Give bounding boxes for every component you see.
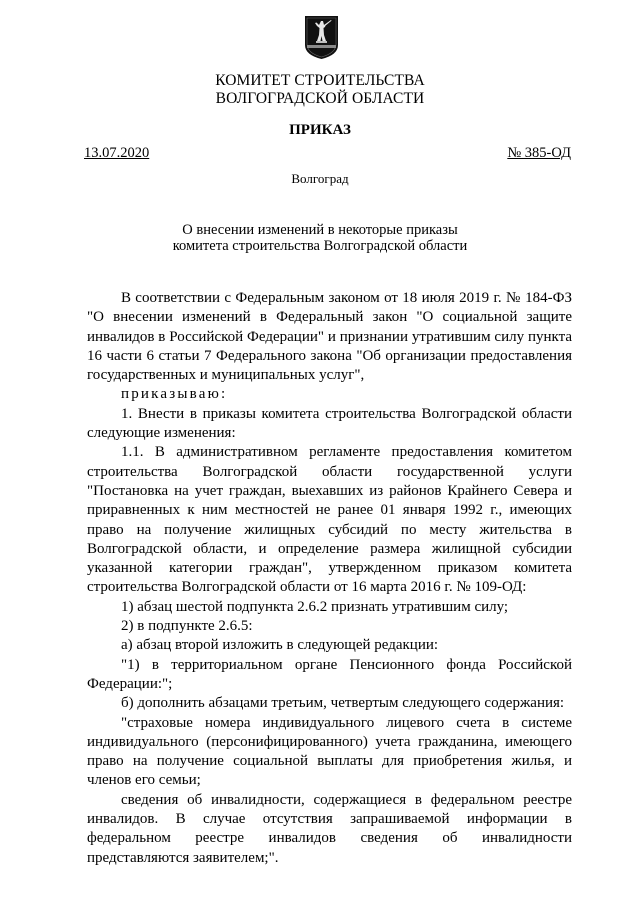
- quote-3-paragraph: сведения об инвалидности, содержащиеся в федеральном реестре инвалидов. В случае отсутствия запрашиваемой информации в федеральном реестре инвалидов сведения об инвалидности представляются заявителем;".: [87, 791, 572, 866]
- subject-line-1: О внесении изменений в некоторые приказы: [182, 222, 458, 238]
- subitem-2a-paragraph: а) абзац второй изложить в следующей редакции:: [121, 637, 439, 654]
- document-number: № 385-ОД: [507, 145, 571, 161]
- subitem-1-paragraph: 1) абзац шестой подпункта 2.6.2 признать утратившим силу;: [121, 598, 509, 615]
- coat-of-arms-icon: [304, 15, 339, 60]
- subitem-2b-paragraph: б) дополнить абзацами третьим, четвертым следующего содержания:: [121, 695, 565, 712]
- document-date: 13.07.2020: [84, 145, 150, 161]
- committee-name-line-2: ВОЛГОГРАДСКОЙ ОБЛАСТИ: [215, 90, 425, 107]
- committee-name-line-1: КОМИТЕТ СТРОИТЕЛЬСТВА: [215, 72, 425, 89]
- quote-2-paragraph: "страховые номера индивидуального лицевого счета в системе индивидуального (персонифицированного) учета гражданина, имеющего право на получение социальной выплаты для приобретения жилья, и членов его семьи;: [87, 714, 572, 789]
- preamble-paragraph: В соответствии с Федеральным законом от 18 июля 2019 г. № 184-ФЗ "О внесении изменений в Федеральный закон "О социальной защите инвалидов в Российской Федерации" и признании утратившим силу пункта 16 части 6 статьи 7 Федерального закона "Об организации предоставления государственных и муниципальных услуг",: [87, 290, 572, 384]
- item-1-paragraph: 1. Внести в приказы комитета строительства Волгоградской области следующие изменения:: [87, 405, 572, 442]
- subitem-2-paragraph: 2) в подпункте 2.6.5:: [121, 618, 253, 635]
- item-1-1-paragraph: 1.1. В административном регламенте предоставления комитетом строительства Волгоградской области государственной услуги "Постановка на учет граждан, выехавших из районов Крайнего Севера и приравненных к ним местностей не ранее 01 января 1992 г., имеющих право на получение жилищных субсидий по месту жительства в Волгоградской области, и определение размера жилищной субсидии указанной категории граждан", утвержденном приказом комитета строительства Волгоградской области от 16 марта 2016 г. № 109-ОД:: [87, 444, 572, 596]
- order-word: приказываю:: [121, 386, 228, 403]
- document-body: [87, 289, 572, 868]
- subject-line-2: комитета строительства Волгоградской области: [172, 238, 468, 254]
- quote-1-paragraph: "1) в территориальном органе Пенсионного фонда Российской Федерации:";: [87, 656, 572, 692]
- document-type-title: ПРИКАЗ: [289, 122, 351, 138]
- issue-city: Волгоград: [291, 171, 349, 186]
